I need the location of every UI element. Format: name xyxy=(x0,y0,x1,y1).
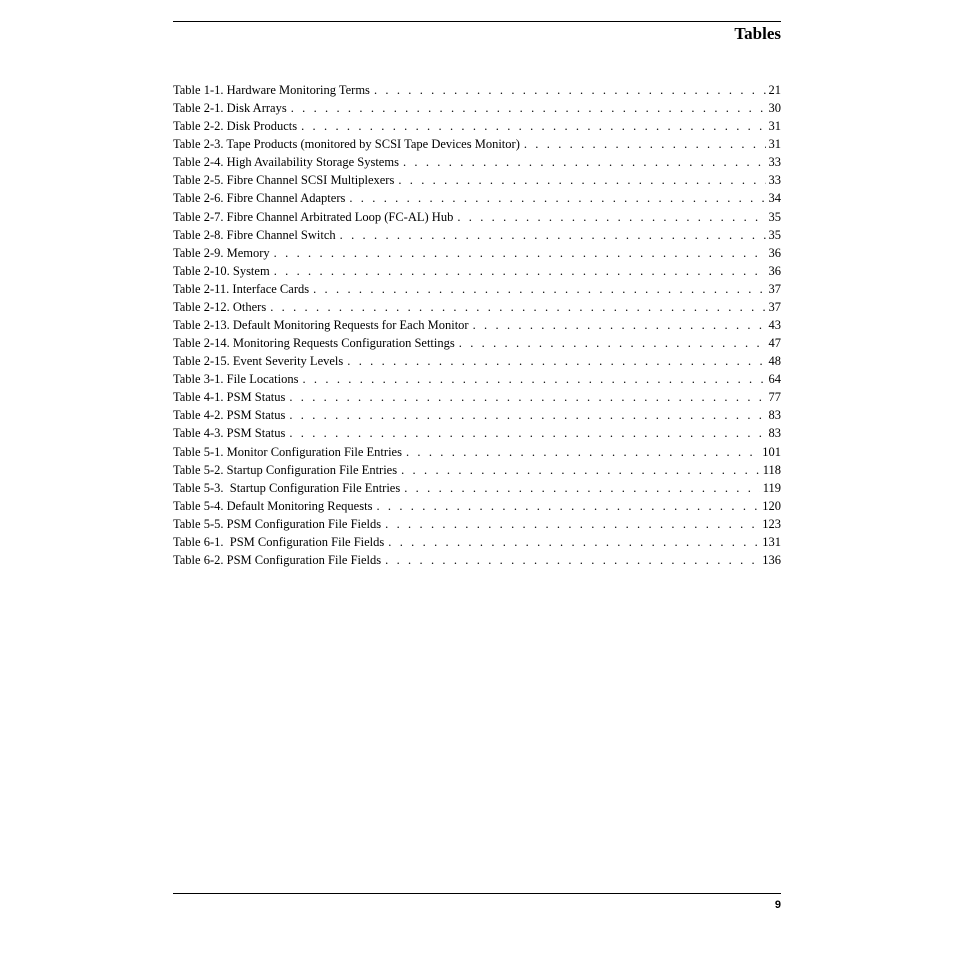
toc-entry-page: 83 xyxy=(768,408,781,423)
toc-entry-page: 101 xyxy=(762,444,781,459)
toc-entry-page: 83 xyxy=(768,426,781,441)
toc-entry-title: Table 4-1. PSM Status xyxy=(173,390,286,405)
dot-leader xyxy=(394,171,765,189)
toc-entry-page: 120 xyxy=(762,498,781,513)
toc-entry-title: Table 5-4. Default Monitoring Requests xyxy=(173,498,373,513)
toc-entry-title: Table 5-5. PSM Configuration File Fields xyxy=(173,516,382,531)
toc-entry-page: 119 xyxy=(762,480,781,495)
toc-entry[interactable] xyxy=(173,388,781,406)
dot-leader xyxy=(381,515,759,533)
toc-entry-page: 35 xyxy=(768,227,781,242)
toc-entry-title: Table 5-3. Startup Configuration File Entries xyxy=(173,480,401,495)
dot-leader xyxy=(455,334,766,352)
toc-entry[interactable] xyxy=(173,135,781,153)
toc-entry-page: 64 xyxy=(768,372,781,387)
toc-entry-title: Table 2-2. Disk Products xyxy=(173,119,298,134)
toc-entry[interactable] xyxy=(173,189,781,207)
toc-entry-title: Table 2-11. Interface Cards xyxy=(173,281,310,296)
dot-leader xyxy=(381,551,759,569)
toc-entry[interactable] xyxy=(173,370,781,388)
toc-entry-page: 77 xyxy=(768,390,781,405)
dot-leader xyxy=(270,244,766,262)
toc-entry-title: Table 2-14. Monitoring Requests Configuration Settings xyxy=(173,336,455,351)
header-rule xyxy=(173,21,781,22)
toc-entry-title: Table 2-13. Default Monitoring Requests for Each Monitor xyxy=(173,318,469,333)
toc-entry-page: 131 xyxy=(762,534,781,549)
toc-entry-title: Table 4-3. PSM Status xyxy=(173,426,286,441)
toc-entry-page: 37 xyxy=(768,281,781,296)
dot-leader xyxy=(285,388,765,406)
dot-leader xyxy=(270,262,766,280)
dot-leader xyxy=(336,226,766,244)
toc-entry-page: 34 xyxy=(768,191,781,206)
toc-entry[interactable] xyxy=(173,551,781,569)
toc-entry[interactable] xyxy=(173,99,781,117)
dot-leader xyxy=(298,370,765,388)
toc-entry-title: Table 2-8. Fibre Channel Switch xyxy=(173,227,336,242)
toc-entry-title: Table 2-10. System xyxy=(173,263,270,278)
toc-entry-title: Table 2-5. Fibre Channel SCSI Multiplexers xyxy=(173,173,395,188)
toc-entry-page: 30 xyxy=(768,101,781,116)
toc-entry-title: Table 2-4. High Availability Storage Systems xyxy=(173,155,399,170)
toc-entry[interactable] xyxy=(173,352,781,370)
toc-entry-title: Table 5-2. Startup Configuration File Entries xyxy=(173,462,398,477)
toc-entry-page: 48 xyxy=(768,354,781,369)
toc-entry[interactable] xyxy=(173,208,781,226)
dot-leader xyxy=(285,424,765,442)
toc-entry-title: Table 2-6. Fibre Channel Adapters xyxy=(173,191,346,206)
dot-leader xyxy=(384,533,759,551)
dot-leader xyxy=(400,479,759,497)
toc-entry[interactable] xyxy=(173,406,781,424)
toc-entry[interactable] xyxy=(173,226,781,244)
toc-entry[interactable] xyxy=(173,117,781,135)
dot-leader xyxy=(287,99,766,117)
toc-entry-title: Table 5-1. Monitor Configuration File Entries xyxy=(173,444,402,459)
toc-entry[interactable] xyxy=(173,171,781,189)
dot-leader xyxy=(402,443,759,461)
dot-leader xyxy=(370,81,766,99)
page-number: 9 xyxy=(774,899,781,911)
toc-entry-title: Table 3-1. File Locations xyxy=(173,372,299,387)
toc-entry-title: Table 6-2. PSM Configuration File Fields xyxy=(173,553,382,568)
dot-leader xyxy=(372,497,759,515)
toc-entry-page: 21 xyxy=(768,83,781,97)
toc-entry-title: Table 4-2. PSM Status xyxy=(173,408,286,423)
dot-leader xyxy=(297,117,765,135)
toc-entry[interactable] xyxy=(173,81,781,99)
toc-entry-title: Table 2-12. Others xyxy=(173,299,267,314)
toc-entry[interactable] xyxy=(173,262,781,280)
dot-leader xyxy=(469,316,766,334)
dot-leader xyxy=(397,461,760,479)
toc-entry-title: Table 2-7. Fibre Channel Arbitrated Loop (FC-AL) Hub xyxy=(173,209,454,224)
dot-leader xyxy=(343,352,765,370)
footer-rule xyxy=(173,893,781,894)
toc-entry-page: 36 xyxy=(768,245,781,260)
toc-entry[interactable] xyxy=(173,316,781,334)
dot-leader xyxy=(285,406,765,424)
toc-entry-title: Table 2-1. Disk Arrays xyxy=(173,101,287,116)
toc-entry[interactable] xyxy=(173,479,781,497)
toc-entry[interactable] xyxy=(173,280,781,298)
dot-leader xyxy=(345,189,765,207)
toc-entry[interactable] xyxy=(173,533,781,551)
toc-entry-page: 136 xyxy=(762,553,781,568)
toc-entry-page: 43 xyxy=(768,318,781,333)
toc-entry-page: 31 xyxy=(768,119,781,134)
toc-entry-page: 123 xyxy=(762,516,781,531)
toc-entry-page: 118 xyxy=(762,462,781,477)
toc-entry-page: 31 xyxy=(768,137,781,152)
toc-entry-page: 36 xyxy=(768,263,781,278)
toc-entry[interactable] xyxy=(173,244,781,262)
dot-leader xyxy=(399,153,766,171)
toc-entry[interactable] xyxy=(173,515,781,533)
toc-entry-title: Table 2-3. Tape Products (monitored by SCSI Tape Devices Monitor) xyxy=(173,137,520,152)
toc-entry[interactable] xyxy=(173,424,781,442)
toc-entry[interactable] xyxy=(173,497,781,515)
toc-entry[interactable] xyxy=(173,443,781,461)
toc-entry[interactable] xyxy=(173,334,781,352)
toc-entry[interactable] xyxy=(173,298,781,316)
dot-leader xyxy=(453,208,765,226)
toc-entry-title: Table 1-1. Hardware Monitoring Terms xyxy=(173,83,370,97)
toc-entry-page: 37 xyxy=(768,299,781,314)
toc-entry-title: Table 2-15. Event Severity Levels xyxy=(173,354,344,369)
toc-entry-page: 33 xyxy=(768,173,781,188)
dot-leader xyxy=(266,298,765,316)
toc-entry-title: Table 2-9. Memory xyxy=(173,245,270,260)
toc-entry[interactable] xyxy=(173,461,781,479)
toc-entry[interactable] xyxy=(173,153,781,171)
toc-entry-page: 35 xyxy=(768,209,781,224)
dot-leader xyxy=(520,135,766,153)
list-of-tables xyxy=(173,81,781,569)
toc-entry-title: Table 6-1. PSM Configuration File Fields xyxy=(173,534,385,549)
dot-leader xyxy=(309,280,765,298)
toc-entry-page: 33 xyxy=(768,155,781,170)
page-title: Tables xyxy=(734,24,781,43)
toc-entry-page: 47 xyxy=(768,336,781,351)
